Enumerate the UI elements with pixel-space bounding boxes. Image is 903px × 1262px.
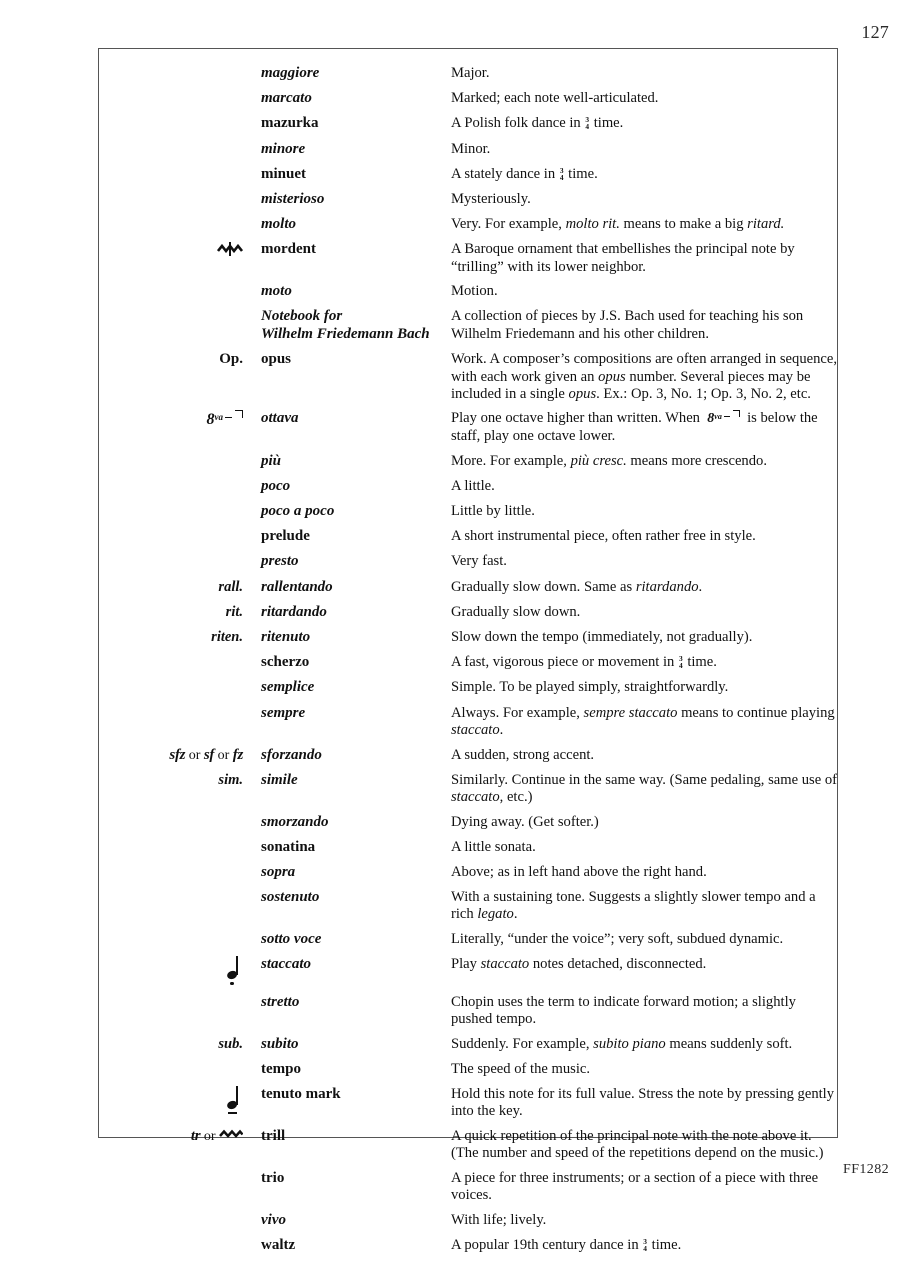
glossary-row bbox=[99, 579, 839, 604]
entry-definition: A fast, vigorous piece or movement in 3 4 time. bbox=[451, 654, 717, 671]
entry-symbol bbox=[99, 1036, 259, 1061]
entry-definition: With a sustaining tone. Suggests a slightly slower tempo and a rich legato. bbox=[451, 889, 816, 923]
entry-definition: Minor. bbox=[451, 140, 491, 157]
glossary-row bbox=[99, 216, 839, 241]
wavy-line-icon bbox=[219, 1128, 243, 1145]
entry-symbol bbox=[99, 956, 259, 994]
entry-definition: Chopin uses the term to indicate forward motion; a slightly pushed tempo. bbox=[451, 993, 796, 1028]
glossary-row bbox=[99, 1036, 839, 1061]
glossary-table bbox=[99, 65, 839, 1262]
sf-icon: sf bbox=[203, 746, 215, 763]
entry-term: prelude bbox=[261, 528, 310, 545]
glossary-row bbox=[99, 629, 839, 654]
sfz-icon: sfz bbox=[169, 746, 186, 763]
entry-definition: A Polish folk dance in 3 4 time. bbox=[451, 115, 624, 132]
glossary-row bbox=[99, 191, 839, 216]
glossary-table-container bbox=[99, 49, 837, 1254]
glossary-row bbox=[99, 747, 839, 772]
entry-definition: The speed of the music. bbox=[451, 1060, 591, 1077]
entry-definition: Little by little. bbox=[451, 503, 535, 520]
entry-definition: A stately dance in 3 4 time. bbox=[451, 165, 598, 182]
entry-symbol bbox=[99, 453, 259, 478]
entry-definition: Motion. bbox=[451, 283, 498, 300]
glossary-row bbox=[99, 241, 839, 283]
glossary-row bbox=[99, 115, 839, 140]
entry-symbol bbox=[99, 705, 259, 747]
glossary-row bbox=[99, 65, 839, 90]
entry-definition: A quick repetition of the principal note with the note above it. (The number and speed of the repetitions depend on the music.) bbox=[451, 1128, 824, 1162]
glossary-row bbox=[99, 705, 839, 747]
glossary-row bbox=[99, 994, 839, 1036]
entry-term: molto bbox=[261, 216, 297, 233]
entry-symbol bbox=[99, 839, 259, 864]
entry-symbol bbox=[99, 1061, 259, 1086]
entry-term: vivo bbox=[261, 1211, 286, 1228]
entry-definition: Suddenly. For example, subito piano means suddenly soft. bbox=[451, 1035, 793, 1052]
entry-term: poco bbox=[261, 477, 291, 494]
entry-symbol bbox=[99, 115, 259, 140]
glossary-row bbox=[99, 889, 839, 931]
entry-definition: Marked; each note well-articulated. bbox=[451, 90, 659, 107]
entry-definition: Gradually slow down. Same as ritardando. bbox=[451, 578, 703, 595]
sforzando-symbols: sfz or sf or fz bbox=[169, 746, 243, 763]
ottava-icon: $8^{va}$ bbox=[207, 411, 244, 428]
glossary-row bbox=[99, 654, 839, 679]
time-signature-glyph: 3 4 bbox=[678, 654, 683, 671]
entry-definition: Play one octave higher than written. When $8^{va}$ is below the staff, play one octave lower. bbox=[451, 410, 818, 444]
entry-symbol bbox=[99, 308, 259, 351]
glossary-row bbox=[99, 553, 839, 578]
glossary-row bbox=[99, 283, 839, 308]
entry-term: più bbox=[261, 452, 282, 469]
entry-definition: Slow down the tempo (immediately, not gradually). bbox=[451, 629, 753, 646]
symbol-text: sub. bbox=[218, 1035, 243, 1052]
entry-term: mordent bbox=[261, 241, 316, 258]
glossary-row bbox=[99, 1086, 839, 1128]
glossary-row bbox=[99, 956, 839, 994]
entry-symbol bbox=[99, 351, 259, 410]
glossary-row bbox=[99, 410, 839, 452]
entry-symbol bbox=[99, 814, 259, 839]
entry-symbol bbox=[99, 994, 259, 1036]
glossary-row bbox=[99, 503, 839, 528]
entry-definition: Play staccato notes detached, disconnected. bbox=[451, 956, 707, 973]
entry-term: sforzando bbox=[261, 746, 322, 763]
entry-term: smorzando bbox=[261, 813, 329, 830]
symbol-text: riten. bbox=[211, 629, 243, 646]
glossary-row bbox=[99, 351, 839, 410]
entry-definition: A collection of pieces by J.S. Bach used for teaching his son Wilhelm Friedemann and his other children. bbox=[451, 308, 804, 342]
entry-term: waltz bbox=[261, 1237, 296, 1254]
entry-definition: A piece for three instruments; or a section of a piece with three voices. bbox=[451, 1170, 819, 1204]
entry-symbol bbox=[99, 503, 259, 528]
entry-definition: Hold this note for its full value. Stress the note by pressing gently into the key. bbox=[451, 1086, 835, 1120]
entry-definition: Dying away. (Get softer.) bbox=[451, 813, 599, 830]
entry-definition: More. For example, più cresc. means more crescendo. bbox=[451, 452, 767, 469]
symbol-text: sim. bbox=[218, 771, 243, 788]
page-content-frame bbox=[98, 48, 838, 1254]
entry-symbol bbox=[99, 1086, 259, 1128]
entry-symbol bbox=[99, 772, 259, 814]
entry-term: sostenuto bbox=[261, 889, 320, 906]
glossary-row bbox=[99, 453, 839, 478]
entry-term: Notebook for Wilhelm Friedemann Bach bbox=[261, 308, 430, 343]
entry-term: sotto voce bbox=[261, 931, 322, 948]
entry-symbol bbox=[99, 1237, 259, 1262]
entry-symbol bbox=[99, 528, 259, 553]
entry-definition: Similarly. Continue in the same way. (Same pedaling, same use of staccato, etc.) bbox=[451, 771, 837, 805]
entry-term: staccato bbox=[261, 956, 311, 973]
glossary-row bbox=[99, 1061, 839, 1086]
glossary-row bbox=[99, 839, 839, 864]
glossary-row bbox=[99, 931, 839, 956]
glossary-row bbox=[99, 772, 839, 814]
glossary-row bbox=[99, 166, 839, 191]
entry-symbol bbox=[99, 889, 259, 931]
entry-definition: A short instrumental piece, often rather free in style. bbox=[451, 528, 756, 545]
entry-symbol bbox=[99, 90, 259, 115]
entry-term: stretto bbox=[261, 993, 300, 1010]
entry-symbol bbox=[99, 1170, 259, 1212]
staccato-note-icon bbox=[227, 956, 243, 986]
mordent-icon bbox=[217, 241, 243, 262]
entry-definition: Mysteriously. bbox=[451, 190, 531, 207]
entry-term: maggiore bbox=[261, 65, 320, 81]
entry-definition: With life; lively. bbox=[451, 1211, 547, 1228]
entry-symbol bbox=[99, 141, 259, 166]
page-number: 127 bbox=[861, 22, 889, 42]
footer-code: FF1282 bbox=[843, 1162, 889, 1177]
entry-definition: Always. For example, sempre staccato means to continue playing staccato. bbox=[451, 704, 835, 738]
entry-symbol bbox=[99, 864, 259, 889]
entry-term: sempre bbox=[261, 704, 306, 721]
entry-symbol bbox=[99, 478, 259, 503]
entry-term: tenuto mark bbox=[261, 1086, 341, 1103]
time-signature-glyph: 3 4 bbox=[643, 1236, 647, 1254]
glossary-row bbox=[99, 864, 839, 889]
entry-symbol bbox=[99, 216, 259, 241]
entry-definition: A little sonata. bbox=[451, 838, 536, 855]
glossary-row bbox=[99, 1212, 839, 1237]
glossary-row bbox=[99, 1170, 839, 1212]
entry-term: mazurka bbox=[261, 115, 319, 132]
entry-term: rallentando bbox=[261, 578, 333, 595]
glossary-row bbox=[99, 141, 839, 166]
entry-definition: Work. A composer’s compositions are often arranged in sequence, with each work given an opus number. Several pieces may be included in a single opus. Ex.: Op. 3, No. 1; Op. 3, No. 2, etc. bbox=[451, 351, 837, 402]
entry-term: sonatina bbox=[261, 838, 316, 855]
entry-term: poco a poco bbox=[261, 503, 335, 520]
entry-definition: Simple. To be played simply, straightforwardly. bbox=[451, 679, 729, 696]
entry-symbol bbox=[99, 283, 259, 308]
time-signature-glyph: 3 4 bbox=[559, 165, 564, 182]
entry-term: opus bbox=[261, 351, 292, 368]
entry-symbol bbox=[99, 679, 259, 704]
entry-definition: Very fast. bbox=[451, 553, 507, 570]
entry-definition: Literally, “under the voice”; very soft, subdued dynamic. bbox=[451, 931, 784, 948]
time-signature-glyph: 3 4 bbox=[585, 115, 590, 132]
entry-symbol bbox=[99, 241, 259, 283]
entry-term: ritenuto bbox=[261, 629, 311, 646]
entry-symbol bbox=[99, 191, 259, 216]
glossary-row bbox=[99, 1237, 839, 1262]
glossary-row bbox=[99, 1128, 839, 1170]
entry-term: semplice bbox=[261, 679, 315, 696]
ottava-inline-icon: $8^{va}$ bbox=[707, 411, 740, 426]
entry-term: sopra bbox=[261, 864, 296, 881]
entry-symbol bbox=[99, 410, 259, 452]
entry-symbol bbox=[99, 65, 259, 90]
entry-symbol bbox=[99, 579, 259, 604]
fz-icon: fz bbox=[232, 746, 243, 763]
entry-term: presto bbox=[261, 553, 299, 570]
entry-term: minore bbox=[261, 140, 306, 157]
entry-symbol bbox=[99, 553, 259, 578]
entry-definition: A Baroque ornament that embellishes the principal note by “trilling” with its lower neighbor. bbox=[451, 241, 795, 275]
entry-symbol bbox=[99, 629, 259, 654]
symbol-text: Op. bbox=[219, 351, 243, 368]
entry-term: simile bbox=[261, 771, 298, 788]
entry-definition: A little. bbox=[451, 477, 495, 494]
entry-term: ottava bbox=[261, 410, 299, 427]
glossary-row bbox=[99, 604, 839, 629]
glossary-row bbox=[99, 90, 839, 115]
entry-term: misterioso bbox=[261, 190, 325, 207]
entry-symbol bbox=[99, 931, 259, 956]
entry-term: ritardando bbox=[261, 603, 327, 620]
entry-term: tempo bbox=[261, 1060, 301, 1077]
entry-symbol bbox=[99, 1128, 259, 1170]
symbol-text: rall. bbox=[218, 578, 243, 595]
entry-definition: A popular 19th century dance in 3 4 time. bbox=[451, 1236, 682, 1254]
entry-term: subito bbox=[261, 1035, 299, 1052]
entry-term: minuet bbox=[261, 165, 306, 182]
glossary-rows bbox=[99, 65, 839, 1262]
tr-icon: tr bbox=[190, 1128, 201, 1145]
entry-definition: A sudden, strong accent. bbox=[451, 746, 595, 763]
entry-definition: Above; as in left hand above the right hand. bbox=[451, 864, 707, 881]
tenuto-note-icon bbox=[227, 1086, 243, 1116]
entry-symbol bbox=[99, 747, 259, 772]
glossary-row bbox=[99, 528, 839, 553]
entry-symbol bbox=[99, 604, 259, 629]
symbol-text: rit. bbox=[225, 603, 243, 620]
entry-symbol bbox=[99, 166, 259, 191]
entry-term: moto bbox=[261, 283, 292, 300]
entry-definition: Major. bbox=[451, 65, 490, 81]
entry-term: trio bbox=[261, 1170, 285, 1187]
entry-definition: Very. For example, molto rit. means to make a big ritard. bbox=[451, 216, 785, 233]
glossary-row bbox=[99, 814, 839, 839]
entry-definition: Gradually slow down. bbox=[451, 603, 581, 620]
entry-term: scherzo bbox=[261, 654, 310, 671]
glossary-row bbox=[99, 308, 839, 351]
entry-symbol bbox=[99, 1212, 259, 1237]
entry-term: marcato bbox=[261, 90, 312, 107]
entry-symbol bbox=[99, 654, 259, 679]
trill-symbols: tr or bbox=[191, 1128, 243, 1144]
glossary-row bbox=[99, 478, 839, 503]
entry-term: trill bbox=[261, 1128, 286, 1145]
glossary-row bbox=[99, 679, 839, 704]
